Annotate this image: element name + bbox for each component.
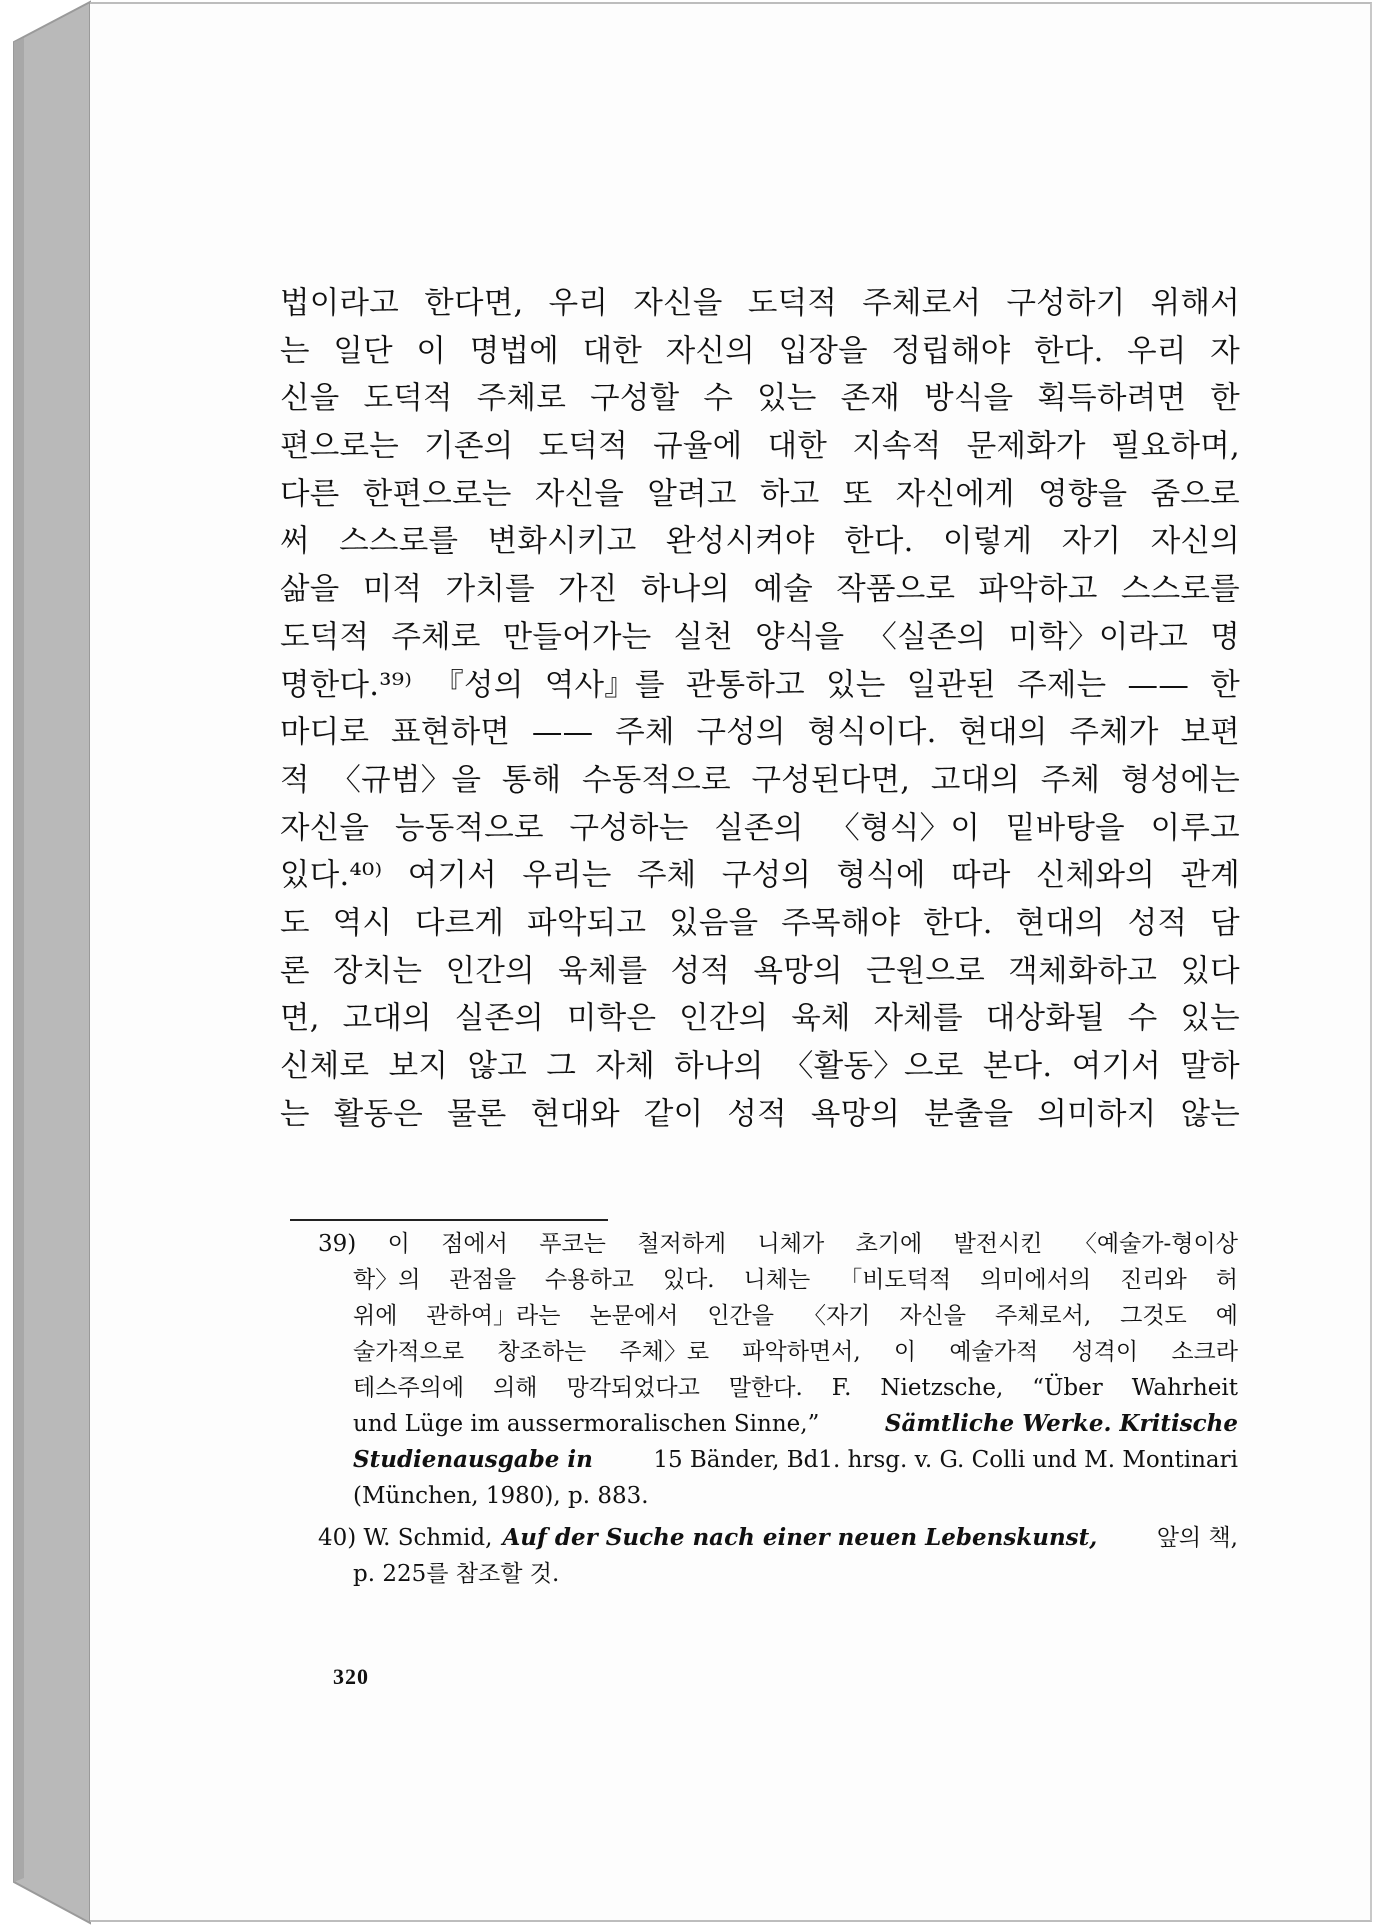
body-line-text: 도 역시 다르게 파악되고 있음을 주목해야 한다. 현대의 성적 담: [280, 905, 1240, 941]
footnote-line: [353, 1478, 1238, 1514]
footnote-39: [318, 1226, 1238, 1514]
footnote-text: 위에 관하여」라는 논문에서 인간을 〈자기 자신을 주체로서, 그것도 예: [353, 1303, 1238, 1329]
footnote-text: p. 225를 참조할 것.: [353, 1561, 560, 1587]
body-line: [280, 518, 1240, 566]
body-line: [280, 805, 1240, 853]
body-line: [280, 852, 1240, 900]
body-line: [280, 757, 1240, 805]
footnote-text: 15 Bänder, Bd1. hrsg. v. G. Colli und M. Montinari: [653, 1447, 1238, 1473]
footnote-line: [353, 1556, 1238, 1592]
body-line-text: 면, 고대의 실존의 미학은 인간의 육체 자체를 대상화될 수 있는: [280, 1001, 1240, 1037]
footnote-italic-title: Studienausgabe in: [353, 1446, 593, 1473]
body-line-text: 론 장치는 인간의 육체를 성적 욕망의 근원으로 객체화하고 있다: [280, 953, 1240, 989]
footnote-rule: [290, 1219, 608, 1221]
footnote-text: 39) 이 점에서 푸코는 철저하게 니체가 초기에 발전시킨 〈예술가-형이상: [318, 1231, 1238, 1257]
body-line: [280, 566, 1240, 614]
footnote-italic-title: Auf der Suche nach einer neuen Lebenskunst,: [502, 1524, 1098, 1551]
footnote-text: 테스주의에 의해 망각되었다고 말한다. F. Nietzsche, “Über Wahrheit: [353, 1375, 1238, 1401]
book-spine: [0, 0, 92, 1925]
body-line: [280, 423, 1240, 471]
body-line-text: 다른 한편으로는 자신을 알려고 하고 또 자신에게 영향을 줌으로: [280, 476, 1240, 512]
footnote-text: und Lüge im aussermoralischen Sinne,”: [353, 1411, 820, 1437]
body-line: [280, 900, 1240, 948]
body-line: [280, 995, 1240, 1043]
footnote-line: [353, 1298, 1238, 1334]
body-line: [280, 662, 1240, 710]
footnotes: [318, 1226, 1238, 1598]
footnote-line: [353, 1334, 1238, 1370]
body-line: [280, 614, 1240, 662]
footnote-line: [353, 1442, 1238, 1478]
body-line: [280, 328, 1240, 376]
body-line-text: 신체로 보지 않고 그 자체 하나의 〈활동〉으로 본다. 여기서 말하: [280, 1049, 1240, 1084]
body-line-text: 는 일단 이 명법에 대한 자신의 입장을 정립해야 한다. 우리 자: [280, 333, 1240, 369]
body-line-text: 는 활동은 물론 현대와 같이 성적 욕망의 분출을 의미하지 않는: [280, 1096, 1240, 1132]
body-line: [280, 375, 1240, 423]
footnote-line: [353, 1262, 1238, 1298]
footnote-40: [318, 1520, 1238, 1592]
body-line-text: 자신을 능동적으로 구성하는 실존의 〈형식〉이 밑바탕을 이루고: [280, 810, 1240, 846]
body-line-text: 써 스스로를 변화시키고 완성시켜야 한다. 이렇게 자기 자신의: [280, 524, 1240, 560]
footnote-text: 술가적으로 창조하는 주체〉로 파악하면서, 이 예술가적 성격이 소크라: [353, 1339, 1238, 1365]
footnote-text: (München, 1980), p. 883.: [353, 1483, 649, 1509]
body-line-text: 적 〈규범〉을 통해 수동적으로 구성된다면, 고대의 주체 형성에는: [280, 762, 1240, 798]
body-line-text: 신을 도덕적 주체로 구성할 수 있는 존재 방식을 획득하려면 한: [280, 381, 1240, 417]
body-line: [280, 709, 1240, 757]
body-text: [280, 280, 1240, 1138]
body-line-text: 법이라고 한다면, 우리 자신을 도덕적 주체로서 구성하기 위해서: [280, 286, 1240, 321]
body-line: [280, 948, 1240, 996]
body-line: [280, 1043, 1240, 1091]
footnote-text: 40) W. Schmid,: [318, 1525, 493, 1551]
footnote-line: [353, 1406, 1238, 1442]
body-line: [280, 1091, 1240, 1139]
body-line-text: 있다.⁴⁰⁾ 여기서 우리는 주체 구성의 형식에 따라 신체와의 관계: [280, 858, 1240, 894]
footnote-text: 학〉의 관점을 수용하고 있다. 니체는 「비도덕적 의미에서의 진리와 허: [353, 1267, 1238, 1293]
body-line-text: 명한다.³⁹⁾ 『성의 역사』를 관통하고 있는 일관된 주제는 —— 한: [280, 667, 1240, 703]
footnote-text: 앞의 책,: [1156, 1525, 1238, 1551]
body-line-text: 편으로는 기존의 도덕적 규율에 대한 지속적 문제화가 필요하며,: [280, 429, 1240, 465]
body-line: [280, 471, 1240, 519]
footnote-line: [318, 1226, 1238, 1262]
body-line: [280, 280, 1240, 328]
footnote-line: [353, 1370, 1238, 1406]
page-number: 320: [333, 1664, 369, 1689]
body-line-text: 삶을 미적 가치를 가진 하나의 예술 작품으로 파악하고 스스로를: [280, 572, 1240, 608]
footnote-italic-title: Sämtliche Werke. Kritische: [884, 1410, 1238, 1437]
body-line-text: 도덕적 주체로 만들어가는 실천 양식을 〈실존의 미학〉이라고 명: [280, 619, 1240, 655]
body-line-text: 마디로 표현하면 —— 주체 구성의 형식이다. 현대의 주체가 보편: [280, 715, 1240, 751]
footnote-line: [318, 1520, 1238, 1556]
